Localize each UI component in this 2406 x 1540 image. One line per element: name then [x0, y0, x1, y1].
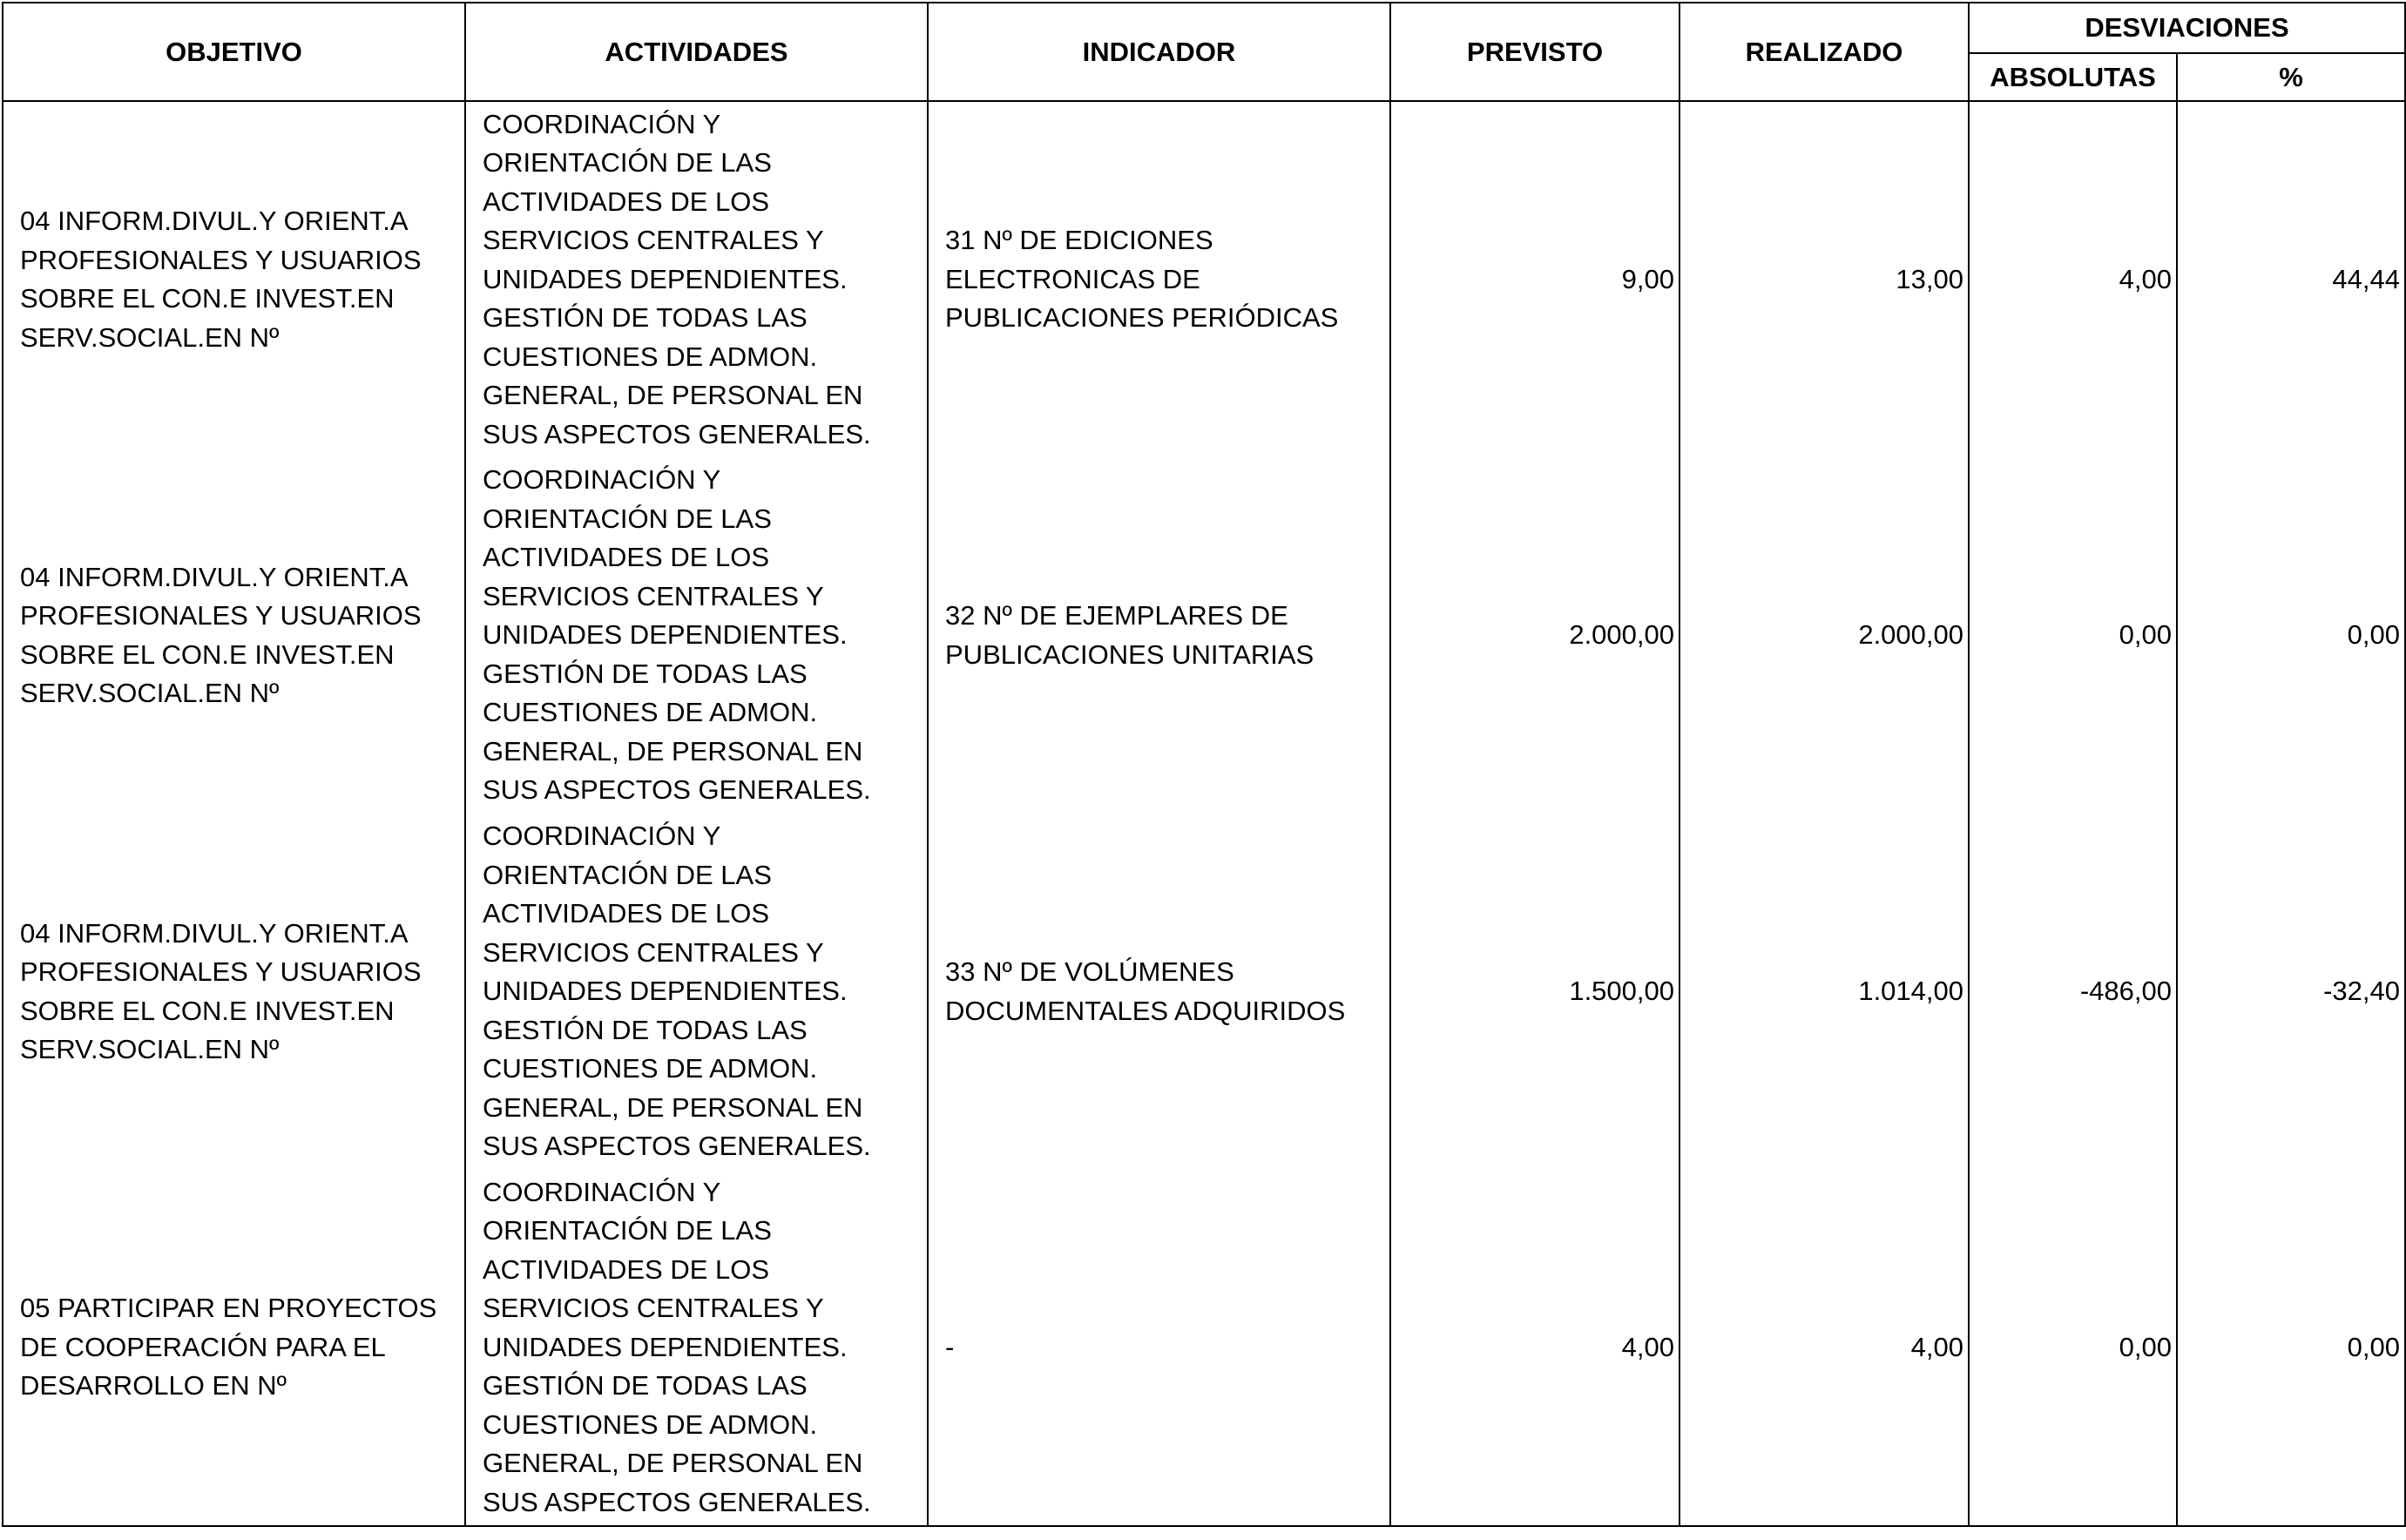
- table-row: [3, 814, 2405, 1170]
- cell-actividades: [465, 1170, 928, 1526]
- cell-objetivo: [3, 101, 465, 457]
- cell-previsto: 9,00: [1390, 101, 1679, 457]
- cell-realizado: 13,00: [1679, 101, 1969, 457]
- table-row: [3, 1170, 2405, 1526]
- header-actividades: ACTIVIDADES: [465, 3, 928, 101]
- cell-porcentaje: -32,40: [2177, 814, 2405, 1170]
- cell-previsto: 2.000,00: [1390, 457, 1679, 814]
- table-row: [3, 101, 2405, 457]
- cell-absolutas: -486,00: [1969, 814, 2177, 1170]
- cell-absolutas: 0,00: [1969, 457, 2177, 814]
- cell-porcentaje: 0,00: [2177, 1170, 2405, 1526]
- cell-actividades: [465, 101, 928, 457]
- header-objetivo: OBJETIVO: [3, 3, 465, 101]
- header-previsto: PREVISTO: [1390, 3, 1679, 101]
- table-body: [3, 101, 2405, 1526]
- objetivo-text: 04 INFORM.DIVUL.Y ORIENT.A PROFESIONALES Y USUARIOS SOBRE EL CON.E INVEST.EN SERV.SOCIAL.EN Nº: [20, 561, 422, 708]
- cell-objetivo: [3, 1170, 465, 1526]
- indicators-table: [2, 2, 2406, 1527]
- actividades-text: COORDINACIÓN Y ORIENTACIÓN DE LAS ACTIVIDADES DE LOS SERVICIOS CENTRALES Y UNIDADES DEPENDIENTES. GESTIÓN DE TODAS LAS CUESTIONES DE ADMON. GENERAL, DE PERSONAL EN SUS ASPECTOS GENERALES.: [483, 821, 871, 1162]
- cell-absolutas: 0,00: [1969, 1170, 2177, 1526]
- header-indicador: INDICADOR: [928, 3, 1390, 101]
- table-row: [3, 457, 2405, 814]
- cell-realizado: 4,00: [1679, 1170, 1969, 1526]
- objetivo-text: 04 INFORM.DIVUL.Y ORIENT.A PROFESIONALES Y USUARIOS SOBRE EL CON.E INVEST.EN SERV.SOCIAL.EN Nº: [20, 206, 422, 353]
- cell-porcentaje: 44,44: [2177, 101, 2405, 457]
- header-desviaciones: DESVIACIONES: [1969, 3, 2405, 53]
- cell-absolutas: 4,00: [1969, 101, 2177, 457]
- objetivo-text: 05 PARTICIPAR EN PROYECTOS DE COOPERACIÓN PARA EL DESARROLLO EN Nº: [20, 1293, 437, 1402]
- table-header: [3, 3, 2405, 101]
- cell-indicador: [928, 814, 1390, 1170]
- actividades-text: COORDINACIÓN Y ORIENTACIÓN DE LAS ACTIVIDADES DE LOS SERVICIOS CENTRALES Y UNIDADES DEPENDIENTES. GESTIÓN DE TODAS LAS CUESTIONES DE ADMON. GENERAL, DE PERSONAL EN SUS ASPECTOS GENERALES.: [483, 1176, 871, 1517]
- cell-porcentaje: 0,00: [2177, 457, 2405, 814]
- actividades-text: COORDINACIÓN Y ORIENTACIÓN DE LAS ACTIVIDADES DE LOS SERVICIOS CENTRALES Y UNIDADES DEPENDIENTES. GESTIÓN DE TODAS LAS CUESTIONES DE ADMON. GENERAL, DE PERSONAL EN SUS ASPECTOS GENERALES.: [483, 108, 871, 449]
- cell-previsto: 4,00: [1390, 1170, 1679, 1526]
- header-row-top: [3, 3, 2405, 53]
- indicador-text: 33 Nº DE VOLÚMENES DOCUMENTALES ADQUIRIDOS: [945, 956, 1346, 1026]
- cell-previsto: 1.500,00: [1390, 814, 1679, 1170]
- header-absolutas: ABSOLUTAS: [1969, 53, 2177, 101]
- cell-indicador: [928, 457, 1390, 814]
- indicador-text: 31 Nº DE EDICIONES ELECTRONICAS DE PUBLICACIONES PERIÓDICAS: [945, 225, 1339, 334]
- cell-indicador: [928, 1170, 1390, 1526]
- cell-objetivo: [3, 457, 465, 814]
- header-porcentaje: %: [2177, 53, 2405, 101]
- indicador-text: 32 Nº DE EJEMPLARES DE PUBLICACIONES UNITARIAS: [945, 600, 1315, 670]
- actividades-text: COORDINACIÓN Y ORIENTACIÓN DE LAS ACTIVIDADES DE LOS SERVICIOS CENTRALES Y UNIDADES DEPENDIENTES. GESTIÓN DE TODAS LAS CUESTIONES DE ADMON. GENERAL, DE PERSONAL EN SUS ASPECTOS GENERALES.: [483, 464, 871, 806]
- cell-objetivo: [3, 814, 465, 1170]
- cell-realizado: 1.014,00: [1679, 814, 1969, 1170]
- cell-indicador: [928, 101, 1390, 457]
- cell-realizado: 2.000,00: [1679, 457, 1969, 814]
- objetivo-text: 04 INFORM.DIVUL.Y ORIENT.A PROFESIONALES Y USUARIOS SOBRE EL CON.E INVEST.EN SERV.SOCIAL.EN Nº: [20, 917, 422, 1064]
- indicador-text: -: [945, 1331, 955, 1362]
- cell-actividades: [465, 814, 928, 1170]
- cell-actividades: [465, 457, 928, 814]
- header-realizado: REALIZADO: [1679, 3, 1969, 101]
